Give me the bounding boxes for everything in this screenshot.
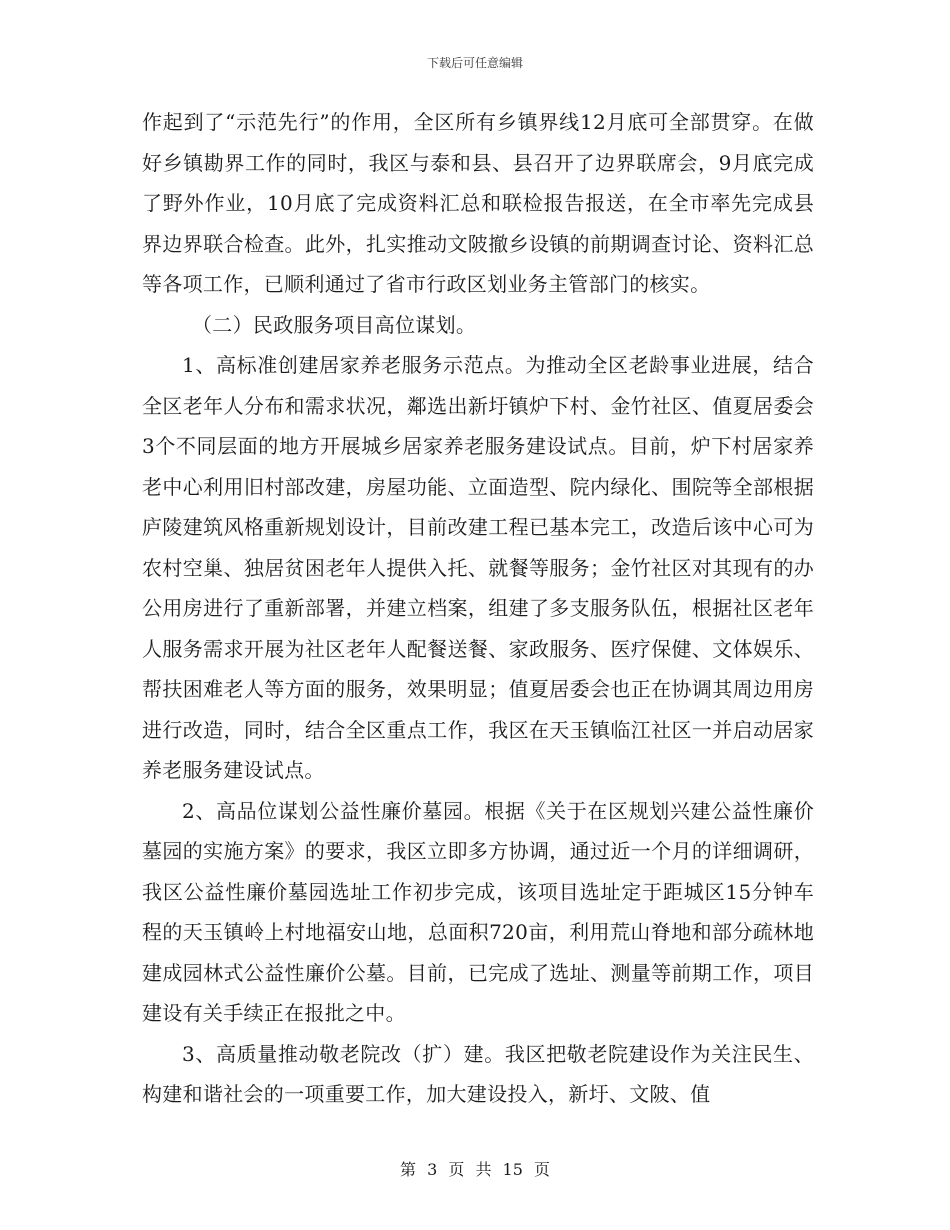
page-header-note: 下载后可任意编辑	[426, 56, 523, 70]
document-body	[142, 102, 814, 1115]
paragraph-continuation: 作起到了“示范先行”的作用，全区所有乡镇界线12月底可全部贯穿。在做好乡镇勘界工作的同时，我区与泰和县、县召开了边界联席会，9月底完成了野外作业，10月底了完成资料汇总和联检报告报送，在全市率先完成县界边界联合检查。此外，扎实推动文陂撤乡设镇的前期调查讨论、资料汇总等各项工作，已顺利通过了省市行政区划业务主管部门的核实。	[142, 110, 814, 296]
paragraph-item-2: 2、高品位谋划公益性廉价墓园。根据《关于在区规划兴建公益性廉价墓园的实施方案》的要求，我区立即多方协调，通过近一个月的详细调研，我区公益性廉价墓园选址工作初步完成，该项目选址定于距城区15分钟车程的天玉镇岭上村地福安山地，总面积720亩，利用荒山脊地和部分疏林地建成园林式公益性廉价公墓。目前，已完成了选址、测量等前期工作，项目建设有关手续正在报批之中。	[142, 798, 814, 1025]
page-number-footer: 第 3 页 共 15 页	[400, 1160, 550, 1179]
paragraph-item-3: 3、高质量推动敬老院改（扩）建。我区把敬老院建设作为关注民生、构建和谐社会的一项重要工作，加大建设投入，新圩、文陂、值	[142, 1041, 814, 1106]
paragraph-item-1: 1、高标准创建居家养老服务示范点。为推动全区老龄事业进展，结合全区老年人分布和需求状况，鄰选出新圩镇炉下村、金竹社区、值夏居委会3个不同层面的地方开展城乡居家养老服务建设试点。目前，炉下村居家养老中心利用旧村部改建，房屋功能、立面造型、院内绿化、围院等全部根据庐陵建筑风格重新规划设计，目前改建工程已基本完工，改造后该中心可为农村空巢、独居贫困老年人提供入托、就餐等服务；金竹社区对其现有的办公用房进行了重新部署，并建立档案，组建了多支服务队伍，根据社区老年人服务需求开展为社区老年人配餐送餐、家政服务、医疗保健、文体娱乐、帮扶困难老人等方面的服务，效果明显；值夏居委会也正在协调其周边用房进行改造，同时，结合全区重点工作，我区在天玉镇临江社区一并启动居家养老服务建设试点。	[142, 353, 814, 782]
section-heading: （二）民政服务项目高位谋划。	[192, 312, 477, 337]
